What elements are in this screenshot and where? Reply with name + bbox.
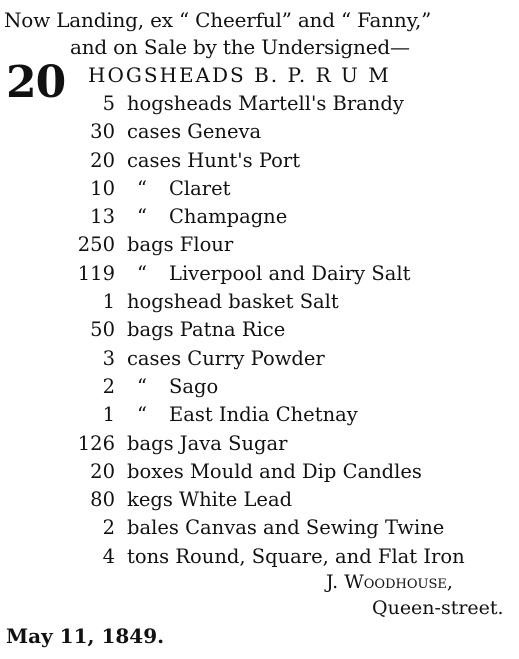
item-description: cases Hunt's Port: [127, 148, 301, 172]
item-quantity: 2: [102, 374, 115, 398]
item-quantity: 10: [90, 176, 115, 200]
item-description: bales Canvas and Sewing Twine: [127, 516, 445, 540]
list-item: [0, 290, 519, 318]
item-description: cases Curry Powder: [127, 346, 325, 370]
item-description-line: [127, 460, 422, 484]
item-description: tons Round, Square, and Flat Iron: [127, 544, 465, 568]
heading-line-1: Now Landing, ex “ Cheerful” and “ Fanny,”: [4, 8, 432, 32]
issue-date: May 11, 1849.: [6, 624, 165, 648]
list-item: [0, 318, 519, 346]
item-description: bags Flour: [127, 233, 234, 257]
item-description: kegs White Lead: [127, 488, 293, 512]
first-item-description: HOGSHEADS B. P. R U M: [88, 63, 391, 87]
item-quantity: 119: [77, 261, 115, 285]
list-item: [0, 149, 519, 177]
item-description-line: [127, 375, 218, 399]
item-quantity: 20: [90, 148, 115, 172]
item-description: hogsheads Martell's Brandy: [127, 92, 404, 115]
item-description-line: [127, 290, 339, 314]
item-description-line: [127, 177, 230, 201]
first-item-quantity: 20: [6, 57, 66, 108]
item-description: boxes Mould and Dip Candles: [127, 459, 422, 483]
item-quantity: 30: [90, 120, 115, 144]
ditto-mark: “: [137, 374, 147, 398]
item-description-line: [127, 516, 444, 540]
list-item: [0, 120, 519, 148]
ditto-mark: “: [137, 403, 147, 427]
list-item: [0, 347, 519, 375]
list-item: [0, 488, 519, 516]
item-quantity: 1: [102, 403, 115, 427]
ditto-mark: “: [137, 261, 147, 285]
list-item: [0, 205, 519, 233]
item-description-line: [127, 432, 287, 456]
list-item: [0, 432, 519, 460]
item-quantity: 5: [102, 92, 115, 115]
item-description: cases Geneva: [127, 120, 262, 144]
item-description: bags Java Sugar: [127, 431, 288, 455]
item-description-line: [127, 403, 358, 427]
item-quantity: 3: [102, 346, 115, 370]
item-list: [0, 92, 519, 573]
item-quantity: 80: [90, 488, 115, 512]
list-item: [0, 460, 519, 488]
item-quantity: 1: [102, 290, 115, 314]
item-description: Champagne: [169, 205, 288, 229]
list-item: [0, 375, 519, 403]
item-description-line: [127, 318, 285, 342]
signature-address: Queen-street.: [372, 597, 504, 619]
item-description-line: [127, 545, 465, 569]
signature-name: J. Woodhouse,: [326, 571, 453, 593]
ditto-mark: “: [137, 176, 147, 200]
item-quantity: 13: [90, 205, 115, 229]
item-description-line: [127, 262, 410, 286]
ditto-mark: “: [137, 205, 147, 229]
item-description-line: [127, 149, 300, 173]
list-item: [0, 233, 519, 261]
list-item: [0, 92, 519, 120]
item-description-line: [127, 488, 292, 512]
item-description-line: [127, 347, 325, 371]
item-description: East India Chetnay: [169, 403, 358, 427]
item-quantity: 2: [102, 516, 115, 540]
item-description-line: [127, 92, 404, 116]
item-description-line: [127, 233, 233, 257]
item-description-line: [127, 205, 287, 229]
item-description: Liverpool and Dairy Salt: [169, 261, 411, 285]
item-description-line: [127, 120, 261, 144]
item-quantity: 50: [90, 318, 115, 342]
item-quantity: 4: [102, 544, 115, 568]
list-item: [0, 262, 519, 290]
list-item: [0, 403, 519, 431]
list-item: [0, 545, 519, 573]
item-description: hogshead basket Salt: [127, 290, 339, 314]
item-quantity: 250: [77, 233, 115, 257]
item-description: Claret: [169, 176, 231, 200]
item-description: Sago: [169, 374, 219, 398]
item-quantity: 126: [77, 431, 115, 455]
heading-line-2: and on Sale by the Undersigned—: [70, 35, 410, 59]
list-item: [0, 177, 519, 205]
list-item: [0, 516, 519, 544]
item-description: bags Patna Rice: [127, 318, 286, 342]
item-quantity: 20: [90, 459, 115, 483]
